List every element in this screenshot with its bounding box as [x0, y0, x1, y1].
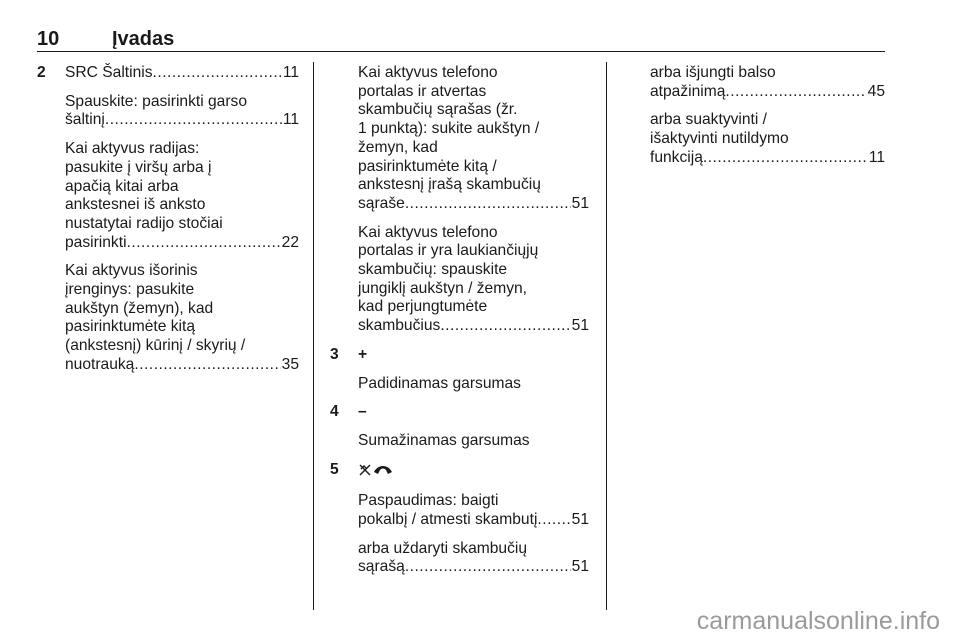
page-ref: 11: [282, 64, 299, 81]
toc-line: [650, 149, 885, 168]
entry-number: 2: [37, 64, 46, 81]
toc-text: pasirinkti: [65, 233, 127, 251]
text-line: Spauskite: pasirinkti garso: [65, 92, 248, 110]
text-line: portalas ir yra laukiančiųjų: [358, 242, 539, 260]
paragraph: [622, 111, 885, 167]
text-line: pasirinktumėte kitą /: [358, 157, 497, 175]
column-1: [37, 64, 299, 385]
paragraph: [330, 64, 589, 214]
leader-dots: [537, 511, 570, 530]
toc-text: sąrašą: [358, 558, 405, 576]
text-line: išaktyvinti nutildymo: [650, 130, 789, 148]
toc-line: [65, 64, 299, 83]
column-3: [622, 64, 885, 178]
text-line: pasukite į viršų arba į: [65, 158, 212, 176]
text-line: Kai aktyvus telefono: [358, 223, 498, 241]
toc-line: [65, 356, 299, 375]
page-ref: 11: [282, 111, 299, 129]
leader-dots: [127, 234, 281, 253]
text-line: žemyn, kad: [358, 138, 438, 156]
paragraph: [330, 540, 589, 577]
page-ref: 51: [571, 558, 589, 576]
entry-4: [330, 403, 589, 422]
paragraph: [37, 140, 299, 252]
text-line: arba uždaryti skambučių: [358, 539, 528, 557]
page-title: Įvadas: [112, 28, 175, 50]
page-ref: 35: [281, 355, 299, 373]
text-line: (ankstesnį) kūrinį / skyrių /: [65, 337, 246, 355]
text-line: Padidinamas garsumas: [358, 374, 521, 392]
paragraph: [622, 64, 885, 101]
paragraph: [330, 375, 589, 394]
entry-number: 3: [330, 345, 339, 363]
toc-line: [358, 195, 589, 214]
toc-line: [358, 317, 589, 336]
paragraph: [37, 93, 299, 130]
text-line: kad perjungtumėte: [358, 298, 488, 316]
column-divider-2: [606, 62, 607, 610]
toc-text: šaltinį: [65, 111, 105, 129]
leader-dots: [405, 558, 571, 577]
toc-text: funkciją: [650, 148, 703, 166]
page-ref: 22: [281, 233, 299, 251]
leader-dots: [134, 356, 280, 375]
page-ref: 51: [571, 511, 589, 529]
entry-3: [330, 346, 589, 365]
entry-2: [37, 64, 299, 83]
entry-5: [330, 461, 589, 483]
toc-line: [65, 111, 299, 130]
toc-text: nuotrauką: [65, 355, 135, 373]
entry-heading: –: [358, 403, 367, 421]
paragraph: [330, 492, 589, 529]
page-ref: 51: [571, 317, 589, 335]
toc-text: atpažinimą: [650, 82, 726, 100]
paragraph: [330, 224, 589, 336]
toc-line: [358, 511, 589, 530]
text-line: ankstesnei iš anksto: [65, 196, 206, 214]
leader-dots: [440, 317, 570, 336]
toc-text: pokalbį / atmesti skambutį: [358, 511, 538, 529]
text-line: Kai aktyvus radijas:: [65, 140, 200, 158]
text-line: skambučių: spauskite: [358, 261, 508, 279]
text-line: portalas ir atvertas: [358, 82, 487, 100]
text-line: pasirinktumėte kitą: [65, 318, 196, 336]
page-ref: 45: [867, 82, 885, 100]
text-line: jungiklį aukštyn / žemyn,: [358, 279, 528, 297]
paragraph: [330, 432, 589, 451]
page-ref: 11: [868, 148, 885, 166]
text-line: Kai aktyvus telefono: [358, 64, 498, 81]
page-ref: 51: [571, 194, 589, 212]
toc-line: [358, 558, 589, 577]
column-divider-1: [313, 62, 314, 610]
text-line: Kai aktyvus išorinis: [65, 262, 198, 280]
toc-text: SRC Šaltinis: [65, 64, 153, 81]
leader-dots: [153, 64, 282, 83]
text-line: skambučių sąrašas (žr.: [358, 101, 518, 119]
header-rule: [37, 51, 885, 52]
text-line: ankstesnį įrašą skambučių: [358, 176, 541, 194]
toc-line: [650, 83, 885, 102]
leader-dots: [405, 195, 571, 214]
text-line: arba išjungti balso: [650, 64, 776, 81]
text-line: 1 punktą): sukite aukštyn /: [358, 120, 540, 138]
leader-dots: [725, 83, 866, 102]
watermark: carmanualsonline.info: [696, 607, 940, 635]
entry-number: 5: [330, 460, 339, 478]
text-line: Paspaudimas: baigti: [358, 492, 499, 510]
column-2: [330, 64, 589, 587]
mute-call-hangup-icon: [358, 461, 398, 483]
text-line: arba suaktyvinti /: [650, 111, 768, 129]
paragraph: [37, 262, 299, 374]
toc-line: [65, 234, 299, 253]
text-line: aukštyn (žemyn), kad: [65, 299, 214, 317]
text-line: apačią kitai arba: [65, 177, 179, 195]
entry-number: 4: [330, 403, 339, 421]
page-number: 10: [37, 28, 60, 50]
text-line: Sumažinamas garsumas: [358, 431, 530, 449]
toc-text: sąraše: [358, 194, 405, 212]
leader-dots: [703, 149, 868, 168]
text-line: įrenginys: pasukite: [65, 281, 195, 299]
entry-heading: +: [358, 345, 368, 363]
toc-text: skambučius: [358, 317, 441, 335]
text-line: nustatytai radijo stočiai: [65, 214, 223, 232]
leader-dots: [105, 111, 282, 130]
